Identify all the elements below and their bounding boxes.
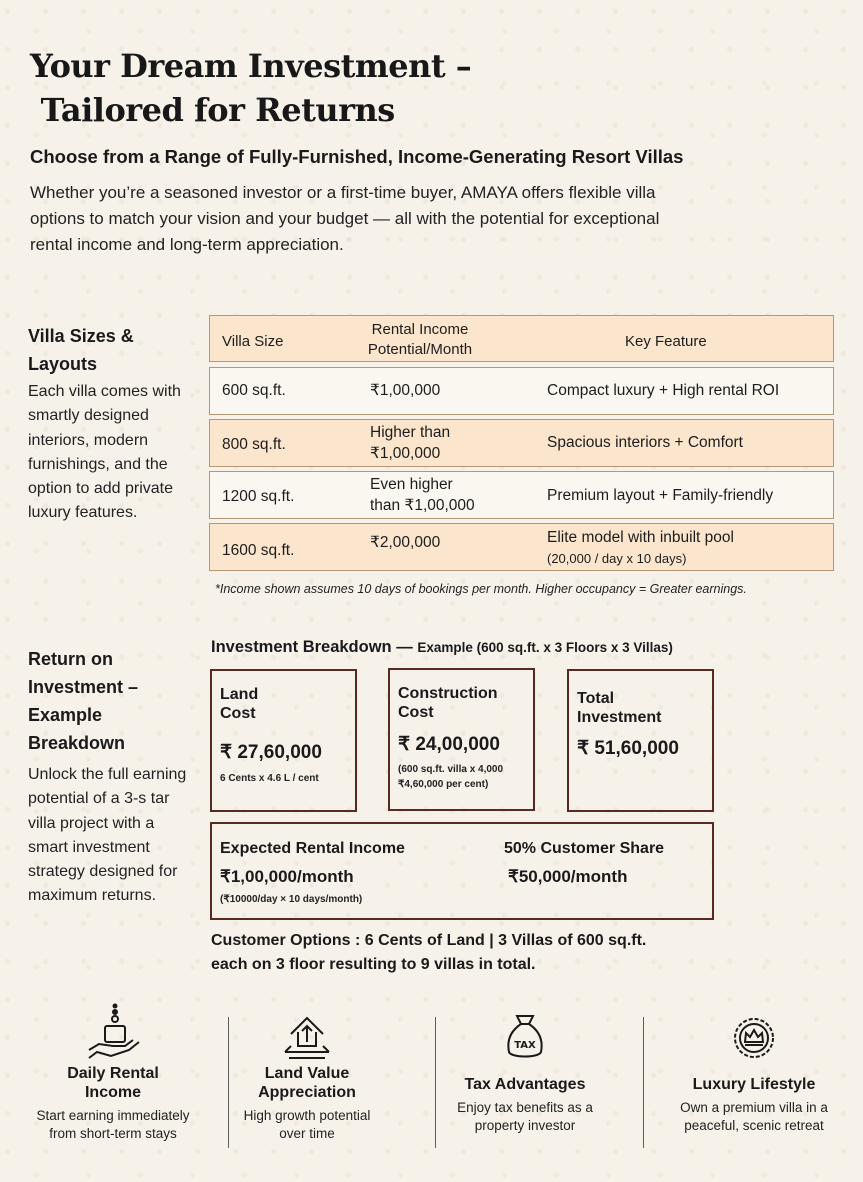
- total-investment-amount: ₹ 51,60,000: [577, 738, 679, 759]
- villa-feature: Premium layout + Family-friendly: [547, 487, 774, 504]
- feature-text-body: Enjoy tax benefits as a property investor: [457, 1100, 593, 1133]
- feature-tax: [421, 1004, 629, 1135]
- feature-luxury: [650, 1004, 858, 1135]
- construction-cost-label-line-1: Construction: [398, 685, 498, 702]
- rental-income-box: [210, 822, 714, 920]
- total-investment-label-line-1: Total: [577, 690, 615, 707]
- construction-cost-label-line-2: Cost: [398, 704, 434, 721]
- col-villa-size: Villa Size: [222, 333, 284, 350]
- page-title-line-2: Tailored for Returns: [30, 91, 395, 129]
- feature-title: [9, 1064, 217, 1102]
- col-rental-income-line-1: Rental Income: [371, 321, 469, 338]
- construction-cost-note-line-2: ₹4,60,000 per cent): [398, 779, 489, 790]
- villa-size: 800 sq.ft.: [222, 436, 286, 453]
- feature-title: Tax Advantages: [464, 1076, 586, 1093]
- construction-cost-amount: ₹ 24,00,000: [398, 734, 500, 755]
- villa-table-row: [209, 471, 834, 519]
- villa-income: [370, 422, 450, 464]
- land-cost-label-line-1: Land: [220, 686, 259, 703]
- roi-description: Unlock the full earning potential of a 3-s tar villa project with a smart investment strategy designed for maximum returns.: [28, 766, 187, 905]
- rental-income-label: Expected Rental Income: [220, 840, 405, 857]
- villa-table-row: [209, 367, 834, 415]
- roi-heading: Return on Investment – Example Breakdown: [28, 649, 139, 753]
- villa-size: 1200 sq.ft.: [222, 488, 295, 505]
- villa-income-line-2: ₹1,00,000: [370, 445, 441, 462]
- table-footnote: *Income shown assumes 10 days of bookings per month. Higher occupancy = Greater earnings.: [215, 582, 747, 596]
- feature-daily-rental: [9, 1004, 217, 1143]
- breakdown-title: [211, 638, 673, 657]
- rental-income-amount: ₹1,00,000/month: [220, 867, 354, 886]
- villa-feature: Compact luxury + High rental ROI: [547, 382, 780, 399]
- customer-options: [211, 929, 646, 977]
- customer-share-label: 50% Customer Share: [504, 840, 665, 857]
- col-key-feature: Key Feature: [625, 333, 707, 350]
- villa-feature-note: (20,000 / day x 10 days): [547, 551, 687, 566]
- villa-sizes-heading: Villa Sizes & Layouts: [28, 326, 134, 374]
- villa-income: ₹2,00,000: [370, 534, 441, 551]
- villa-sizes-sidebar: [28, 322, 198, 526]
- feature-text: [203, 1107, 411, 1143]
- breakdown-example: Example (600 sq.ft. x 3 Floors x 3 Villas): [417, 640, 673, 655]
- total-investment-label: [577, 689, 661, 727]
- intro-paragraph: Whether you’re a seasoned investor or a first-time buyer, AMAYA offers flexible villa options to match your vision and your budget — all with the potential for exceptional rental income and long-term appreciation.: [30, 183, 660, 254]
- villa-feature-line: Elite model with inbuilt pool: [547, 529, 734, 546]
- villa-table-row: [209, 523, 834, 571]
- feature-divider: [643, 1017, 644, 1148]
- villa-income-line-2: than ₹1,00,000: [370, 497, 475, 514]
- villa-size: 600 sq.ft.: [222, 382, 286, 399]
- villa-feature: Spacious interiors + Comfort: [547, 434, 743, 451]
- feature-text: [9, 1107, 217, 1143]
- page-subtitle: Choose from a Range of Fully-Furnished, Income-Generating Resort Villas: [30, 146, 684, 167]
- land-value-icon: [203, 1004, 411, 1062]
- feature-text-body: High growth potential over time: [243, 1108, 371, 1141]
- svg-text:TAX: TAX: [514, 1040, 536, 1051]
- feature-text: [421, 1099, 629, 1135]
- villa-income: [370, 474, 475, 516]
- roi-sidebar: [28, 645, 198, 909]
- feature-title: [203, 1064, 411, 1102]
- feature-title-text: Land Value Appreciation: [258, 1065, 356, 1101]
- construction-cost-note-line-1: (600 sq.ft. villa x 4,000: [398, 764, 504, 775]
- land-cost-label: [220, 685, 258, 723]
- crown-badge-icon: [650, 1004, 858, 1062]
- villa-size: 1600 sq.ft.: [222, 542, 295, 559]
- page-title-line-1: Your Dream Investment –: [30, 47, 472, 85]
- customer-share-amount: ₹50,000/month: [508, 867, 628, 886]
- land-cost-box: [210, 669, 357, 812]
- villa-feature: [547, 527, 734, 569]
- breakdown-title-main: Investment Breakdown —: [211, 638, 413, 656]
- land-cost-amount: ₹ 27,60,000: [220, 742, 322, 763]
- villa-income: ₹1,00,000: [370, 382, 441, 399]
- villa-table-header: [209, 315, 834, 362]
- col-rental-income: [355, 320, 485, 360]
- page-title: [30, 44, 471, 132]
- feature-title: Luxury Lifestyle: [692, 1076, 816, 1093]
- feature-text: [650, 1099, 858, 1135]
- col-rental-income-line-2: Potential/Month: [367, 341, 473, 358]
- construction-cost-note: [398, 762, 503, 792]
- villa-income-line-1: Even higher: [370, 476, 453, 493]
- land-cost-note: 6 Cents x 4.6 L / cent: [220, 773, 319, 784]
- feature-title-text: Daily Rental Income: [67, 1065, 159, 1101]
- total-investment-box: [567, 669, 714, 812]
- construction-cost-label: [398, 684, 498, 722]
- villa-sizes-description: Each villa comes with smartly designed interiors, modern furnishings, and the option to add private luxury features.: [28, 383, 181, 522]
- money-hand-icon: [9, 1004, 217, 1062]
- tax-bag-icon: [421, 1004, 629, 1062]
- feature-land-value: [203, 1004, 411, 1143]
- total-investment-label-line-2: Investment: [577, 709, 662, 726]
- rental-income-note: (₹10000/day × 10 days/month): [220, 894, 363, 905]
- feature-text-body: Start earning immediately from short-term stays: [36, 1108, 190, 1141]
- villa-table-row: [209, 419, 834, 467]
- villa-income-line-1: Higher than: [370, 424, 451, 441]
- customer-options-line-1: Customer Options : 6 Cents of Land | 3 Villas of 600 sq.ft.: [211, 932, 647, 949]
- feature-text-body: Own a premium villa in a peaceful, scenic retreat: [680, 1100, 828, 1133]
- construction-cost-box: [388, 668, 535, 811]
- customer-options-line-2: each on 3 floor resulting to 9 villas in total.: [211, 956, 536, 973]
- land-cost-label-line-2: Cost: [220, 705, 256, 722]
